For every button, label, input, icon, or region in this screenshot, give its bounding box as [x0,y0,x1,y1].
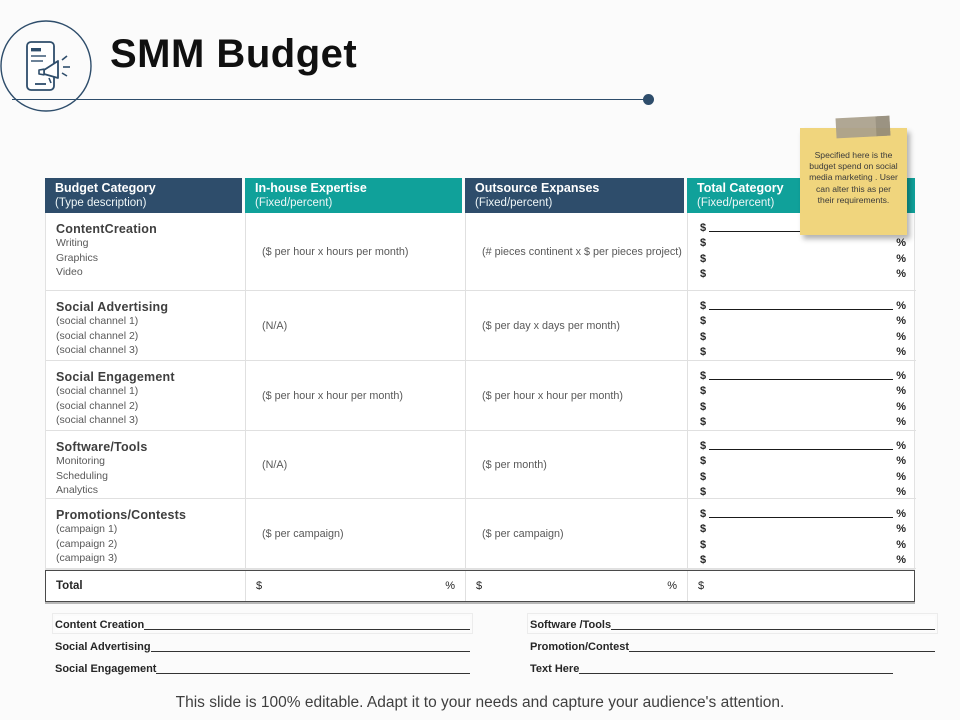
smartphone-megaphone-icon [0,14,98,118]
header-inhouse-expertise: In-house Expertise (Fixed/percent) [245,178,465,213]
cell-category: Software/Tools Monitoring Scheduling Analytics [46,431,246,499]
field-text-here: Text Here [530,660,935,675]
cell-category: Social Engagement (social channel 1) (social channel 2) (social channel 3) [46,361,246,431]
cell-total: $ % $ % $ % $ % [688,499,916,569]
blank-line [611,629,935,630]
blank-line [579,673,893,674]
cell-total: $ $ % $ % $ % [688,213,916,291]
cell-outsource: ($ per campaign) [466,499,688,569]
table-total-row [45,570,915,602]
cell-outsource: ($ per hour x hour per month) [466,361,688,431]
total-category-cell: $ [698,580,705,592]
sticky-note-tape [836,116,891,139]
cell-total: $ % $ % $ % $ % [688,361,916,431]
page-title: SMM Budget [110,32,358,76]
editable-note: This slide is 100% editable. Adapt it to your needs and capture your audience's attention. [175,694,785,711]
total-label-cell: Total [46,571,246,601]
sticky-note-text: Specified here is the budget spend on social media marketing . User can alter this as per their requirements. [809,150,898,205]
cell-category: ContentCreation Writing Graphics Video [46,213,246,291]
table-row [46,361,914,431]
table-body [45,213,915,570]
cell-outsource: ($ per month) [466,431,688,499]
header-total-category: Total Category (Fixed/percent) [687,178,915,213]
total-inhouse-cell: $ % [246,571,466,601]
budget-table [45,178,915,602]
cell-inhouse: ($ per hour x hour per month) [246,361,466,431]
field-content-creation: Content Creation [55,616,470,631]
table-row [46,213,914,291]
field-promotion-contest: Promotion/Contest [530,638,935,653]
cell-inhouse: (N/A) [246,291,466,361]
blank-line [629,651,935,652]
blank-line [156,673,470,674]
cell-category: Social Advertising (social channel 1) (social channel 2) (social channel 3) [46,291,246,361]
blank-line [151,651,470,652]
field-social-engagement: Social Engagement [55,660,470,675]
title-underline [12,99,646,100]
cell-category: Promotions/Contests (campaign 1) (campaign 2) (campaign 3) [46,499,246,569]
table-row [46,499,914,569]
header-budget-category: Budget Category (Type description) [45,178,245,213]
cell-total: $ % $ % $ % $ % [688,431,916,499]
title-underline-dot [643,94,654,105]
total-outsource-cell: $ % [466,571,688,601]
cell-inhouse: ($ per hour x hours per month) [246,213,466,291]
bottom-fields-right [530,616,935,682]
cell-total: $ % $ % $ % $ % [688,291,916,361]
cell-inhouse: (N/A) [246,431,466,499]
cell-outsource: ($ per day x days per month) [466,291,688,361]
table-row [46,431,914,499]
header-outsource-expanses: Outsource Expanses (Fixed/percent) [465,178,687,213]
field-social-advertising: Social Advertising [55,638,470,653]
field-software-tools: Software /Tools [530,616,935,631]
table-row [46,291,914,361]
blank-line [144,629,470,630]
bottom-fields-left [55,616,470,682]
sticky-note [800,128,907,235]
cell-outsource: (# pieces continent x $ per pieces project) [466,213,688,291]
cell-inhouse: ($ per campaign) [246,499,466,569]
table-header-row [45,178,915,213]
